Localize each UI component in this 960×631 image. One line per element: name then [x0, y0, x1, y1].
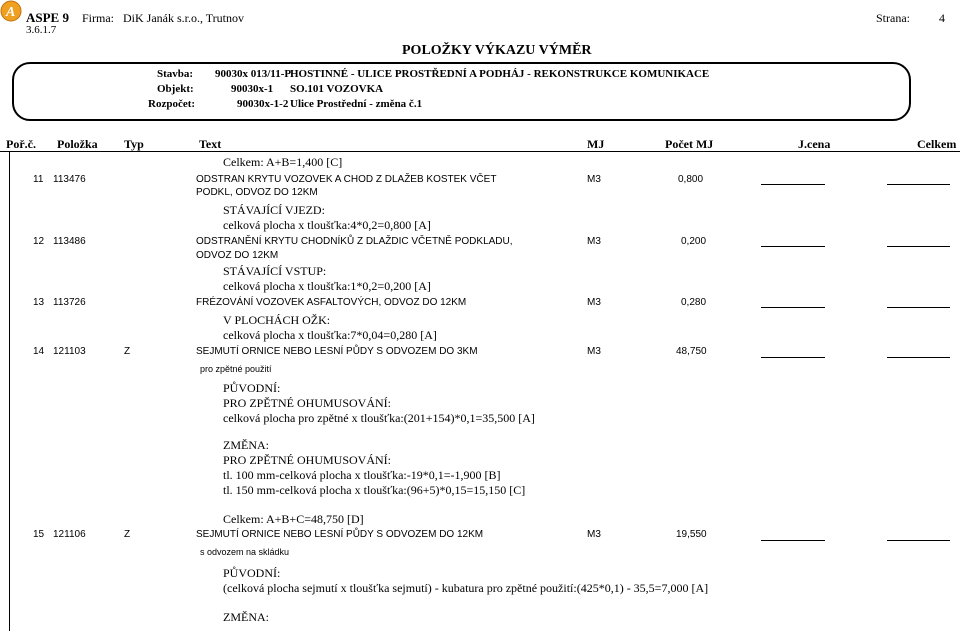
row11-code: 113476: [53, 174, 86, 185]
row14-qty: 48,750: [676, 346, 707, 357]
row15-n3: ZMĚNA:: [223, 610, 269, 624]
strana-value: 4: [939, 11, 945, 25]
row14-mj: M3: [587, 346, 601, 357]
row15-mj: M3: [587, 529, 601, 540]
col-mj: MJ: [587, 137, 605, 151]
row11-text: ODSTRAN KRYTU VOZOVEK A CHOD Z DLAŽEB KOSTEK VČET: [196, 174, 497, 185]
sum-line: Celkem: A+B=1,400 [C]: [223, 155, 343, 169]
row15-text: SEJMUTÍ ORNICE NEBO LESNÍ PŮDY S ODVOZEM DO 12KM: [196, 529, 484, 540]
row12-text: ODSTRANĚNÍ KRYTU CHODNÍKŮ Z DLAŽDIC VČETNĚ PODKLADU,: [196, 236, 513, 247]
objekt-name: SO.101 VOZOVKA: [290, 83, 384, 95]
row14-n6: tl. 100 mm-celková plocha x tloušťka:-19*0,1=-1,900 [B]: [223, 468, 501, 482]
rozpocet-name: Ulice Prostřední - změna č.1: [290, 98, 423, 110]
row14-sub: pro zpětné použití: [200, 364, 272, 374]
stavba-label: Stavba:: [157, 68, 194, 80]
row14-code: 121103: [53, 346, 86, 357]
stavba-code: 90030x 013/11-P: [215, 68, 292, 80]
row15-typ: Z: [124, 529, 131, 540]
row14-n2: PRO ZPĚTNÉ OHUMUSOVÁNÍ:: [223, 396, 392, 410]
row14-sum: Celkem: A+B+C=48,750 [D]: [223, 512, 364, 526]
row12-qty: 0,200: [681, 236, 707, 247]
app-version: 3.6.1.7: [26, 24, 57, 36]
row12-price-blank[interactable]: [761, 246, 825, 247]
stavba-name: HOSTINNÉ - ULICE PROSTŘEDNÍ A PODHÁJ - REKONSTRUKCE KOMUNIKACE: [290, 68, 710, 80]
row12-mj: M3: [587, 236, 601, 247]
row12-text2: ODVOZ DO 12KM: [196, 250, 279, 261]
firma-value: DiK Janák s.r.o., Trutnov: [123, 11, 245, 25]
row13-code: 113726: [53, 297, 86, 308]
col-pocet: Počet MJ: [665, 137, 714, 151]
row11-price-blank[interactable]: [761, 184, 825, 185]
svg-text:A: A: [6, 5, 16, 20]
row15-code: 121106: [53, 529, 86, 540]
row14-n4: ZMĚNA:: [223, 438, 269, 452]
row13-text: FRÉZOVÁNÍ VOZOVEK ASFALTOVÝCH, ODVOZ DO 12KM: [196, 297, 467, 308]
row15-total-blank[interactable]: [887, 540, 950, 541]
row15-qty: 19,550: [676, 529, 707, 540]
header-rule: [0, 151, 960, 152]
row13-qty: 0,280: [681, 297, 707, 308]
left-border: [9, 152, 10, 631]
page-title: POLOŽKY VÝKAZU VÝMĚR: [402, 43, 592, 58]
col-typ: Typ: [124, 137, 144, 151]
rozpocet-label: Rozpočet:: [148, 98, 196, 110]
row11-qty: 0,800: [678, 174, 704, 185]
row12-note2: celková plocha x tloušťka:1*0,2=0,200 [A]: [223, 279, 431, 293]
row14-n1: PŮVODNÍ:: [223, 381, 281, 395]
row12-note1: STÁVAJÍCÍ VSTUP:: [223, 264, 327, 278]
row13-total-blank[interactable]: [887, 307, 950, 308]
aspe-logo: [0, 0, 22, 22]
col-por: Poř.č.: [6, 137, 36, 151]
col-polozka: Položka: [57, 137, 98, 151]
row13-price-blank[interactable]: [761, 307, 825, 308]
rozpocet-code: 90030x-1-2: [237, 98, 289, 110]
row14-price-blank[interactable]: [761, 357, 825, 358]
row15-n1: PŮVODNÍ:: [223, 566, 281, 580]
col-text: Text: [199, 137, 222, 151]
row15-por: 15: [33, 529, 45, 540]
row11-por: 11: [33, 174, 44, 185]
row15-sub: s odvozem na skládku: [200, 547, 290, 557]
row13-note2: celková plocha x tloušťka:7*0,04=0,280 [A]: [223, 328, 437, 342]
row11-text2: PODKL, ODVOZ DO 12KM: [196, 187, 318, 198]
row14-por: 14: [33, 346, 45, 357]
row14-text: SEJMUTÍ ORNICE NEBO LESNÍ PŮDY S ODVOZEM DO 3KM: [196, 346, 478, 357]
row15-n2: (celková plocha sejmutí x tloušťka sejmutí) - kubatura pro zpětné použití:(425*0,1) - 35,5=7,000 [A]: [223, 581, 709, 595]
objekt-label: Objekt:: [157, 83, 194, 95]
row14-n7: tl. 150 mm-celková plocha x tloušťka:(96+5)*0,15=15,150 [C]: [223, 483, 526, 497]
col-cena: J.cena: [798, 137, 831, 151]
strana-label: Strana:: [876, 11, 910, 25]
row11-mj: M3: [587, 174, 601, 185]
row14-total-blank[interactable]: [887, 357, 950, 358]
app-name: ASPE 9: [26, 10, 69, 25]
col-celkem: Celkem: [917, 137, 957, 151]
row11-note1: STÁVAJÍCÍ VJEZD:: [223, 203, 325, 217]
row13-mj: M3: [587, 297, 601, 308]
row14-n5: PRO ZPĚTNÉ OHUMUSOVÁNÍ:: [223, 453, 392, 467]
objekt-code: 90030x-1: [231, 83, 274, 95]
row13-note1: V PLOCHÁCH OŽK:: [223, 313, 331, 327]
row12-por: 12: [33, 236, 45, 247]
row13-por: 13: [33, 297, 45, 308]
row14-typ: Z: [124, 346, 131, 357]
row11-total-blank[interactable]: [887, 184, 950, 185]
row12-code: 113486: [53, 236, 86, 247]
row12-total-blank[interactable]: [887, 246, 950, 247]
row14-n3: celková plocha pro zpětné x tloušťka:(201+154)*0,1=35,500 [A]: [223, 411, 535, 425]
firma-label: Firma:: [82, 11, 114, 25]
row11-note2: celková plocha x tloušťka:4*0,2=0,800 [A]: [223, 218, 431, 232]
row15-price-blank[interactable]: [761, 540, 825, 541]
